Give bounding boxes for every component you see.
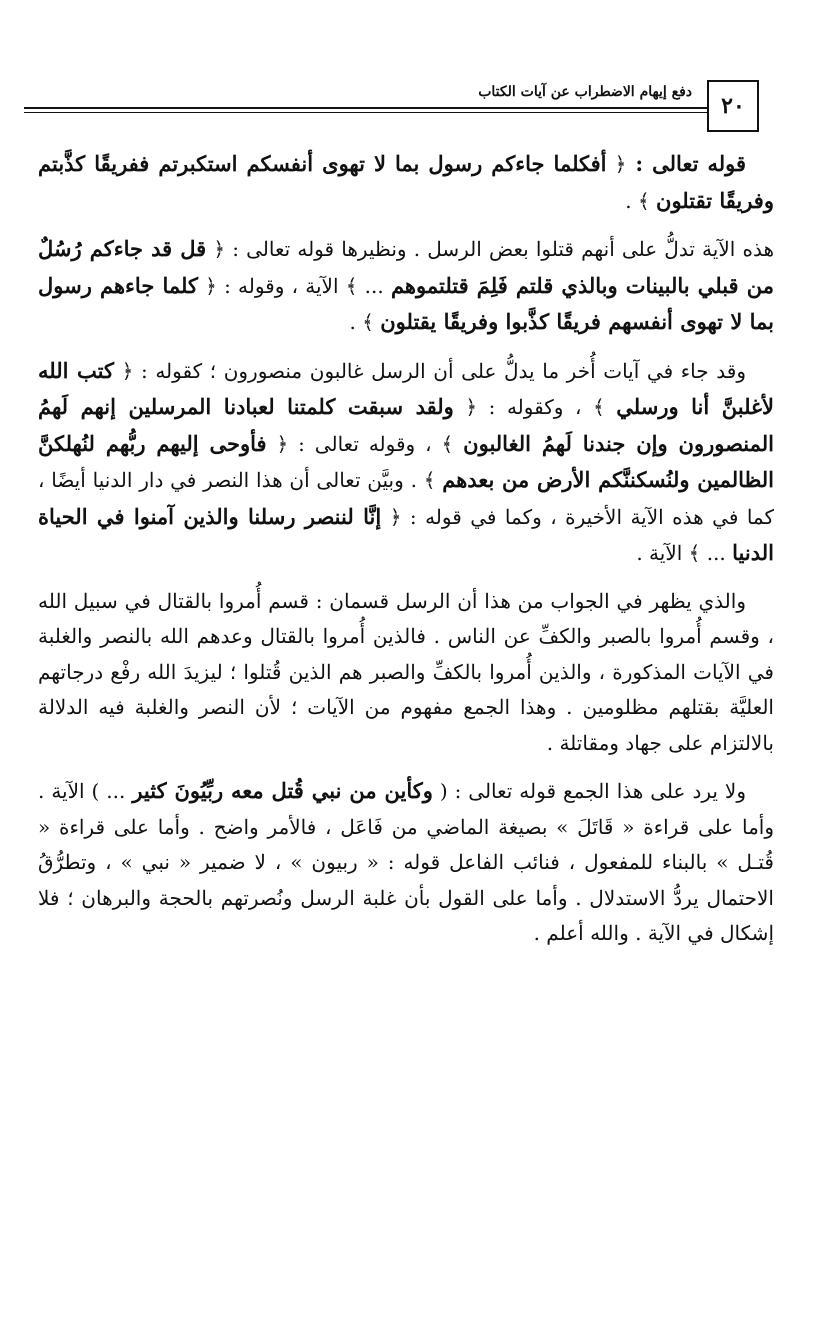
body-text: ولا يرد على هذا الجمع قوله تعالى : (: [432, 779, 746, 803]
body-text: الآية ، وقوله :: [216, 273, 346, 298]
ornate-bracket-close: ﴾: [593, 395, 617, 419]
quran-verse: أفكلما جاءكم رسول بما لا تهوى أنفسكم استكبرتم ففريقًا كذَّبتم وفريقًا تقتلون: [38, 151, 774, 213]
ornate-bracket-close: ﴾: [362, 310, 381, 334]
ornate-bracket-close: ﴾: [345, 273, 358, 298]
quran-verse: ولقد سبقت كلمتنا لعبادنا المرسلين إنهم لَهمُ المنصورون وإن جندنا لَهمُ الغالبون: [38, 394, 774, 456]
paragraph-3: [38, 353, 774, 572]
ornate-bracket-open: ﴿: [197, 273, 217, 298]
ornate-bracket-close: ﴾: [688, 541, 701, 565]
quran-verse: كلما جاءهم رسول بما لا تهوى أنفسهم فريقًا كذَّبوا وفريقًا يقتلون: [38, 272, 774, 334]
quran-verse: إنَّا لننصر رسلنا والذين آمنوا في الحياة الدنيا: [38, 503, 774, 565]
body-text: ، وقوله تعالى :: [288, 431, 442, 456]
ornate-bracket-close: ﴾: [637, 188, 657, 213]
paragraph-4: [38, 584, 774, 762]
page-number-box: [707, 80, 759, 132]
ellipsis: ...: [357, 273, 391, 298]
ornate-bracket-open: ﴿: [381, 504, 402, 529]
quran-verse: فأوحى إليهم ربُّهم لنُهلكنَّ الظالمين ولنُسكننَّكم الأرض من بعدهم: [38, 430, 775, 492]
body-text: وقد جاء في آيات أُخر ما يدلُّ على أن الرسل غالبون منصورون ؛ كقوله :: [133, 358, 746, 383]
paragraph-5: [38, 773, 774, 952]
quran-verse: كتب الله لأغلبنَّ أنا ورسلي: [38, 357, 774, 419]
body-text: ، وكقوله :: [477, 395, 593, 419]
quran-verse: قل قد جاءكم رُسُلٌ من قبلي بالبينات وبالذي قلتم فَلِمَ قتلتموهم: [38, 236, 774, 298]
paragraph-1: [38, 146, 774, 219]
ornate-bracket-open: ﴿: [266, 431, 289, 456]
punctuation: .: [349, 310, 363, 334]
page-number: ٢٠: [721, 93, 745, 119]
running-header: دفع إيهام الاضطراب عن آيات الكتاب: [478, 84, 692, 100]
body-text: هذه الآية تدلُّ على أنهم قتلوا بعض الرسل . ونظيرها قوله تعالى :: [225, 237, 774, 261]
body-text: والذي يظهر في الجواب من هذا أن الرسل قسمان : قسم أُمروا بالقتال في سبيل الله ، وقسم أُمروا بالصبر والكفِّ عن الناس . فالذين أُمروا بالقتال وعدهم الله بالنصر والغلبة في الآيات المذكورة ، والذين أُمروا بالكفِّ والصبر هم الذين قُتلوا ؛ ليزيدَ الله رفْع درجاتهم العليَّة بقتلهم مظلومين . وهذا الجمع مفهوم من الآيات ؛ لأن النصر والغلبة فيه الدلالة بالالتزام على جهاد ومقاتلة .: [38, 588, 774, 755]
quran-verse: وكأين من نبي قُتل معه ربِّيُونَ كثير: [132, 778, 433, 803]
body-text: . وبيَّن تعالى أن هذا النصر في دار الدنيا أيضًا ، كما في هذه الآية الأخيرة ، وكما في قوله :: [38, 468, 775, 529]
ornate-bracket-open: ﴿: [606, 152, 627, 176]
ornate-bracket-open: ﴿: [113, 358, 134, 383]
ellipsis: ...: [700, 541, 733, 565]
lead-phrase: قوله تعالى :: [626, 151, 747, 176]
punctuation: .: [625, 188, 638, 213]
ornate-bracket-close: ﴾: [441, 431, 464, 456]
header-rule: [24, 107, 707, 109]
header-rule-thin: [24, 112, 707, 113]
body-text: الآية .: [636, 541, 689, 565]
ornate-bracket-open: ﴿: [453, 395, 478, 419]
ornate-bracket-close: ﴾: [423, 468, 443, 492]
body-text: ... ) الآية . وأما على قراءة « قَاتَلَ » بصيغة الماضي من فَاعَل ، فالأمر واضح . وأما على قراءة « قُتـل » بالبناء للمفعول ، فنائب الفاعل قوله : « ربيون » ، لا ضمير « نبي » ، وتطرُّقُ الاحتمال يردُّ الاستدلال . وأما على القول بأن غلبة الرسل ونُصرتهم بالحجة والبرهان ؛ فلا إشكال في الآية . والله أعلم .: [38, 779, 775, 945]
ornate-bracket-open: ﴿: [206, 237, 226, 261]
paragraph-2: [38, 231, 774, 341]
page-body: [38, 146, 774, 964]
